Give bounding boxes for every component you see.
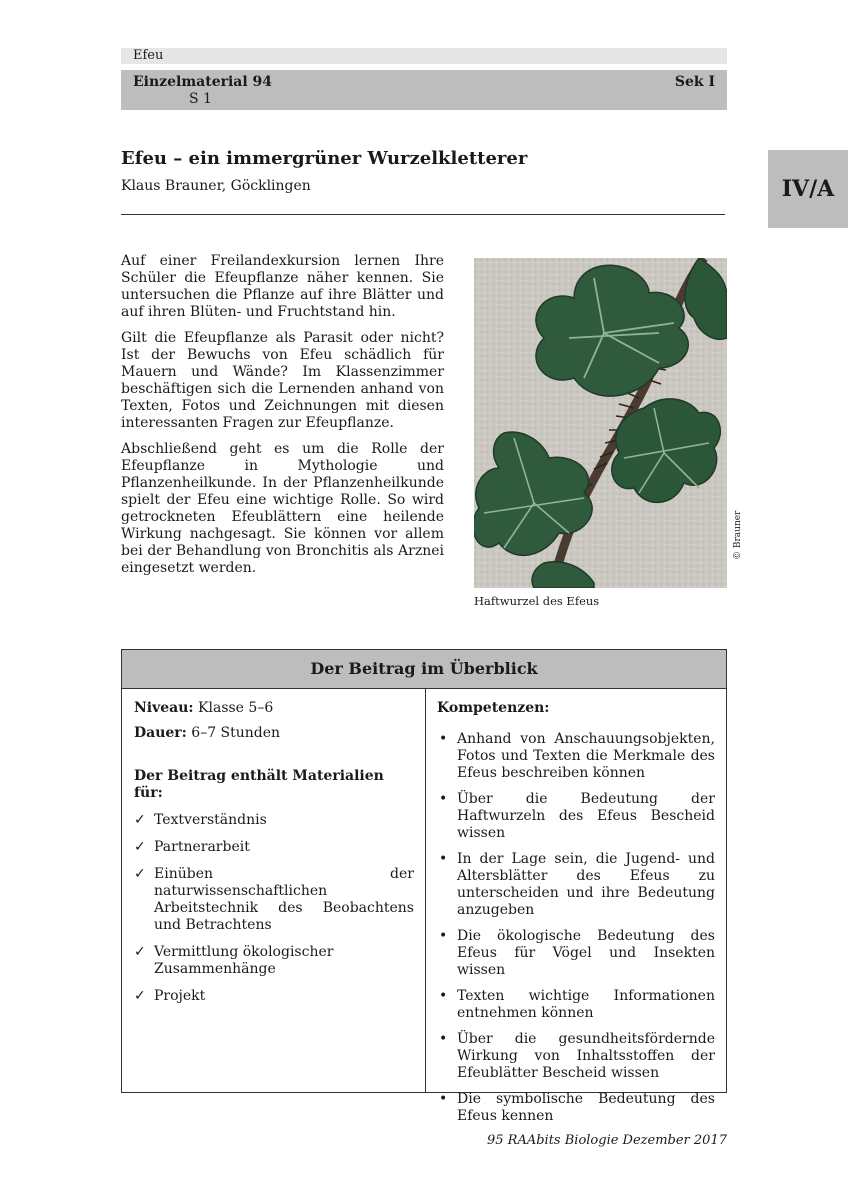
niveau-value: Klasse 5–6 [198,700,274,716]
overview-box [121,649,727,1124]
ivy-photo [474,258,727,588]
niveau-row [134,700,414,717]
checkmark-icon: ✓ [134,812,146,828]
bullet-icon: • [439,1091,448,1107]
checkmark-icon: ✓ [134,988,146,1004]
materials-list [134,812,414,1005]
title-divider [121,214,725,215]
bullet-icon: • [439,731,448,747]
list-item: ✓ Partnerarbeit [134,839,250,855]
page-number: S 1 [189,91,212,107]
competencies-heading: Kompetenzen: [437,700,550,716]
overview-left-column [134,700,414,1015]
list-item: • Anhand von Anschauungsobjekten, Fotos und Texten die Merkmale des Efeus beschreiben können [439,731,715,781]
intro-paragraph: Abschließend geht es um die Rolle der Efeupflanze in Mythologie und Pflanzenheilkunde. In der Pflanzenheilkunde spielt der Efeu eine wichtige Rolle. So wird getrockneten Efeublättern eine heilende Wirkung nachgesagt. Sie können vor allem bei der Behandlung von Bronchitis als Arznei eingesetzt werden. [121,441,444,576]
school-level: Sek I [674,74,715,90]
bullet-icon: • [439,1031,448,1047]
list-item: ✓ Einüben der naturwissenschaftlichen Arbeitstechnik des Beobachtens und Betrachtens [134,866,414,933]
list-item: • Texten wichtige Informationen entnehmen können [439,988,715,1021]
bullet-icon: • [439,851,448,867]
intro-text [121,253,444,586]
ivy-illustration [474,258,727,588]
list-item: • Die symbolische Bedeutung des Efeus kennen [439,1091,715,1124]
material-number: Einzelmaterial 94 [133,74,273,90]
material-header [121,70,727,110]
overview-heading: Der Beitrag im Überblick [122,650,726,689]
checkmark-icon: ✓ [134,944,146,960]
checkmark-icon: ✓ [134,839,146,855]
dauer-value: 6–7 Stunden [191,725,281,741]
list-item: ✓ Textverständnis [134,812,267,828]
competencies-list [437,731,715,1125]
list-item: • Die ökologische Bedeutung des Efeus für Vögel und Insekten wissen [439,928,715,978]
niveau-label: Niveau: [134,700,194,716]
list-item: • In der Lage sein, die Jugend- und Altersblätter des Efeus zu unterscheiden und ihre Bedeutung anzugeben [439,851,715,918]
topic-bar [121,48,727,64]
overview-right-column [437,700,715,1134]
materials-heading: Der Beitrag enthält Materialien für: [134,768,384,801]
bullet-icon: • [439,791,448,807]
intro-paragraph: Auf einer Freilandexkursion lernen Ihre Schüler die Efeupflanze näher kennen. Sie untersuchen die Pflanze auf ihre Blätter und auf ihren Blüten- und Fruchtstand hin. [121,253,444,320]
section-tab [768,150,848,228]
bullet-icon: • [439,928,448,944]
section-tab-label: IV/A [781,176,835,202]
dauer-label: Dauer: [134,725,187,741]
checkmark-icon: ✓ [134,866,146,882]
list-item: ✓ Vermittlung ökologischer Zusammenhänge [134,944,334,977]
list-item: ✓ Projekt [134,988,206,1004]
column-divider [425,689,426,1092]
list-item: • Über die gesundheitsfördernde Wirkung von Inhaltsstoffen der Efeublätter Bescheid wissen [439,1031,715,1081]
article-author: Klaus Brauner, Göcklingen [121,178,311,194]
article-title: Efeu – ein immergrüner Wurzelkletterer [121,148,528,169]
intro-paragraph: Gilt die Efeupflanze als Parasit oder nicht? Ist der Bewuchs von Efeu schädlich für Mauern und Wände? Im Klassenzimmer beschäftigen sich die Lernenden anhand von Texten, Fotos und Zeichnungen mit diesen interessanten Fragen zur Efeupflanze. [121,330,444,431]
bullet-icon: • [439,988,448,1004]
dauer-row [134,725,414,742]
topic-label: Efeu [133,48,164,63]
page-footer: 95 RAAbits Biologie Dezember 2017 [486,1133,727,1148]
photo-caption: Haftwurzel des Efeus [474,594,600,608]
list-item: • Über die Bedeutung der Haftwurzeln des Efeus Bescheid wissen [439,791,715,841]
photo-credit: © Brauner [733,510,743,560]
